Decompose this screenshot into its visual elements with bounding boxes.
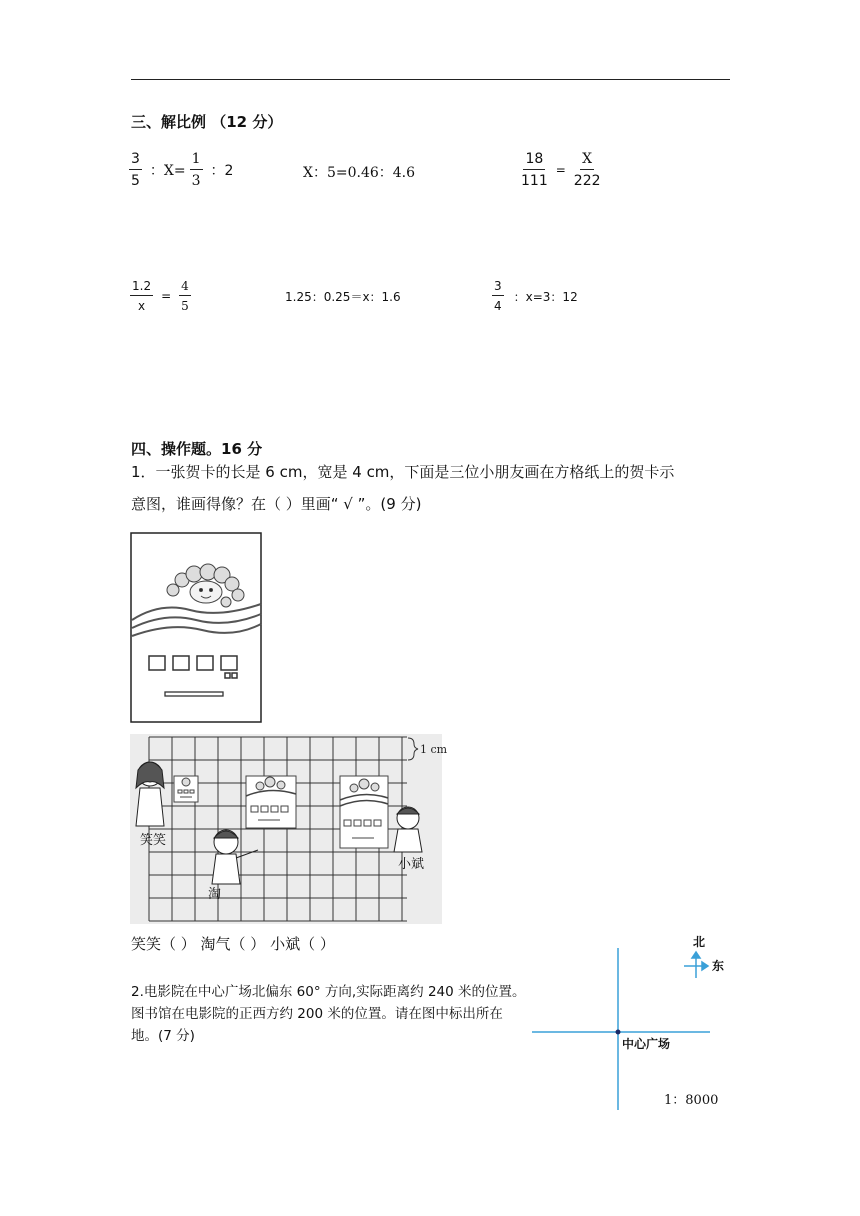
fraction <box>130 280 153 312</box>
denominator: 4 <box>494 299 502 313</box>
wide-card-drawing <box>246 776 296 828</box>
section3-title: 三、解比例 （12 分） <box>131 113 283 131</box>
name-label-taoqi: 淘 <box>208 887 222 902</box>
fraction <box>492 280 504 312</box>
numerator: 1 <box>190 152 203 170</box>
denominator: 111 <box>521 173 548 189</box>
name-label-xiaoxiao: 笑笑 <box>140 833 167 848</box>
boy-figure-xiaobin <box>394 807 422 852</box>
equals-sign: = <box>555 163 566 177</box>
question-2-text: 2.电影院在中心广场北偏东 60° 方向,实际距离约 240 米的位置。图书馆在电影院的正西方约 200 米的位置。请在图中标出所在地。(7 分) <box>131 984 526 1044</box>
ratio-text: ：X= <box>149 163 186 179</box>
equation-5 <box>285 288 401 305</box>
center-label: 中心广场 <box>622 1037 671 1051</box>
numerator: 18 <box>523 152 545 170</box>
denominator: 5 <box>181 299 189 313</box>
equation-1 <box>129 152 233 188</box>
numerator: 3 <box>129 152 142 170</box>
question-1-line-2: 意图，谁画得像？在（ ）里画“ √ ”。(9 分) <box>131 495 422 513</box>
equation-2 <box>303 162 415 182</box>
fraction <box>521 152 548 188</box>
compass-icon <box>684 952 708 978</box>
equation-4 <box>130 280 191 312</box>
small-card-drawing <box>174 776 198 802</box>
equals-sign: = <box>161 289 172 303</box>
denominator: 222 <box>573 173 601 189</box>
numerator: 3 <box>492 280 504 296</box>
equation-text: 1.25：0.25＝x：1.6 <box>285 290 401 304</box>
center-point <box>616 1030 621 1035</box>
top-rule <box>131 79 730 80</box>
fraction <box>574 152 601 188</box>
numerator: X <box>580 152 594 170</box>
equation-6 <box>492 280 578 312</box>
equation-text: X：5=0.46：4.6 <box>303 165 416 181</box>
numerator: 1.2 <box>130 280 153 296</box>
section4-title: 四、操作题。16 分 <box>131 440 263 458</box>
unit-label: 1 cm <box>420 743 448 756</box>
map-diagram <box>530 930 730 1114</box>
girl-figure <box>136 762 164 826</box>
denominator: 3 <box>191 173 201 189</box>
equation-3 <box>521 152 601 188</box>
question-1-line-1: 1．一张贺卡的长是 6 cm，宽是 4 cm，下面是三位小朋友画在方格纸上的贺卡示 <box>131 463 675 481</box>
name-label-xiaobin: 小斌 <box>398 857 425 872</box>
ratio-text: ：2 <box>210 163 234 179</box>
denominator: 5 <box>131 173 140 189</box>
north-label: 北 <box>693 935 706 949</box>
fraction <box>129 152 142 188</box>
answer-brackets: 笑笑（ ） 淘气（ ） 小斌（ ） <box>131 935 335 953</box>
scale-label: 1：8000 <box>664 1093 719 1108</box>
east-label: 东 <box>712 959 725 973</box>
grid-paper-image <box>130 734 448 924</box>
fraction <box>179 280 191 312</box>
denominator: x <box>137 299 146 313</box>
numerator: 4 <box>179 280 191 296</box>
tall-card-drawing <box>340 776 388 848</box>
fraction <box>190 152 203 188</box>
greeting-card-image <box>130 532 262 723</box>
ratio-text: ：x=3：12 <box>513 289 578 304</box>
